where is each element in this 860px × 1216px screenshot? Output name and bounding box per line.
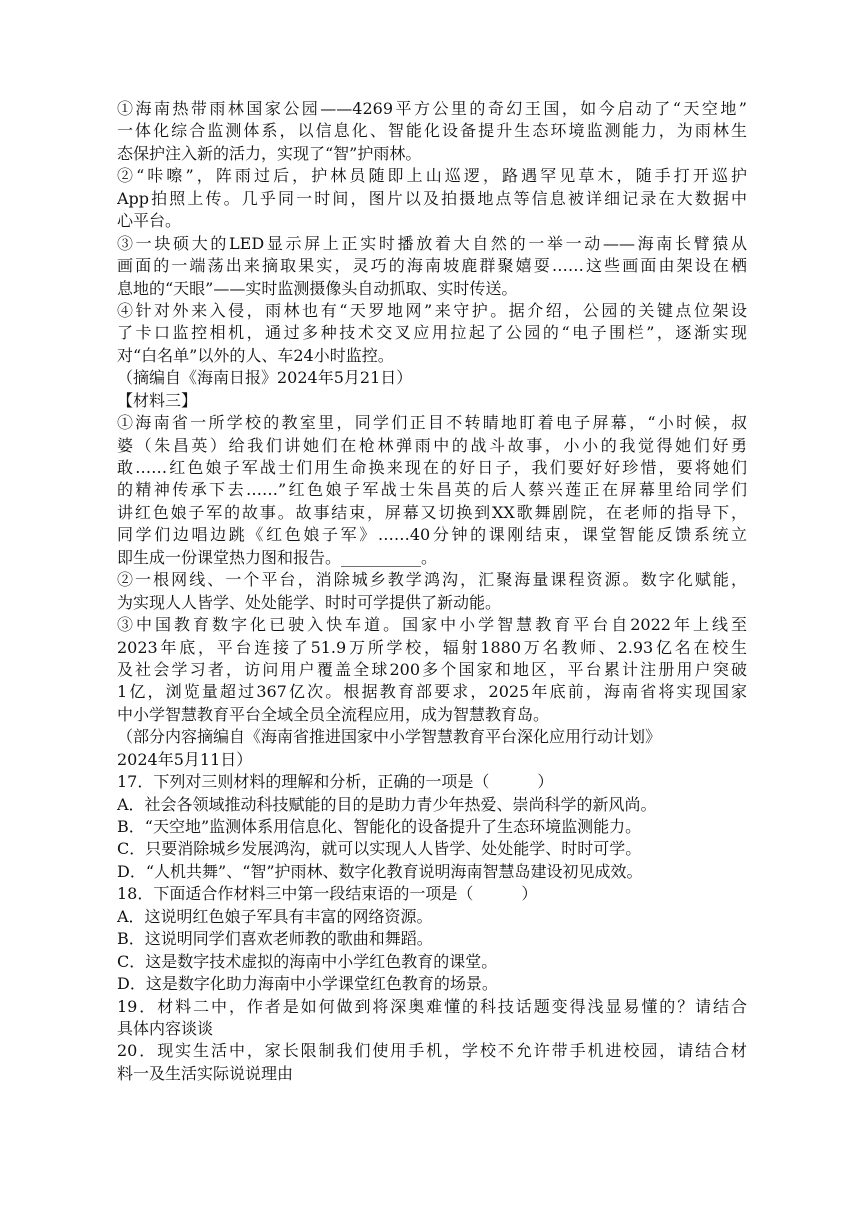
material3-p1-line: 敢……红色娘子军战士们用生命换来现在的好日子，我们要好好珍惜，要将她们 xyxy=(117,458,747,477)
question-20-line: 料一及生活实际说说理由 xyxy=(117,1063,294,1083)
question-17-stem: 17．下列对三则材料的理解和分析，正确的一项是（ ） xyxy=(117,772,554,792)
material2-p3-line: 画面的一端荡出来摘取果实，灵巧的海南坡鹿群聚嬉耍……这些画面由架设在栖 xyxy=(117,256,747,276)
question-17-option-d: D．“人机共舞”、“智”护雨林、数字化教育说明海南智慧岛建设初见成效。 xyxy=(117,861,643,881)
material3-p1-line: 婆（朱昌英）给我们讲她们在枪林弹雨中的战斗故事，小小的我觉得她们好勇 xyxy=(117,435,747,455)
material2-p1-line: 一体化综合监测体系，以信息化、智能化设备提升生态环境监测能力，为雨林生 xyxy=(117,121,747,141)
material2-p1-line: 态保护注入新的活力，实现了“智”护雨林。 xyxy=(117,143,422,163)
material2-p4-line: 对“白名单”以外的人、车24小时监控。 xyxy=(117,345,394,365)
material2-p1-line: ①海南热带雨林国家公园——4269平方公里的奇幻王国，如今启动了“天空地” xyxy=(117,99,747,118)
question-20-line: 20．现实生活中，家长限制我们使用手机，学校不允许带手机进校园，请结合材 xyxy=(117,1041,747,1061)
material3-p3-line: 中小学智慧教育平台全域全员全流程应用，成为智慧教育岛。 xyxy=(117,704,550,724)
material3-p1-line: 即生成一份课堂热力图和报告。__________。 xyxy=(117,547,438,567)
material3-p1-line: ①海南省一所学校的教室里，同学们正目不转睛地盯着电子屏幕，“小时候，叔 xyxy=(117,413,747,433)
question-19-line: 具体内容谈谈 xyxy=(117,1018,214,1038)
question-17-option-b: B．“天空地”监测体系用信息化、智能化的设备提升了生态环境监测能力。 xyxy=(117,817,642,836)
material2-p4-line: 了卡口监控相机，通过多种技术交叉应用拉起了公园的“电子围栏”，逐渐实现 xyxy=(117,323,747,343)
material3-p1-line: 同学们边唱边跳《红色娘子军》……40分钟的课刚结束，课堂智能反馈系统立 xyxy=(117,525,747,545)
material2-p2-line: App拍照上传。几乎同一时间，图片以及拍摄地点等信息被详细记录在大数据中 xyxy=(117,188,747,208)
question-17-option-a: A．社会各领域推动科技赋能的目的是助力青少年热爱、崇尚科学的新风尚。 xyxy=(117,794,657,814)
material3-p3-line: 1亿，浏览量超过367亿次。根据教育部要求，2025年底前，海南省将实现国家 xyxy=(117,682,747,702)
material2-source: （摘编自《海南日报》2024年5月21日） xyxy=(117,368,413,388)
material3-p3-line: 及社会学习者，访问用户覆盖全球200多个国家和地区，平台累计注册用户突破 xyxy=(117,659,747,679)
material3-p2-line: 为实现人人皆学、处处能学、时时可学提供了新动能。 xyxy=(117,592,502,612)
question-17-option-c: C．只要消除城乡发展鸿沟，就可以实现人人皆学、处处能学、时时可学。 xyxy=(117,839,642,859)
material3-p3-line: 2023年底，平台连接了51.9万所学校，辐射1880万名教师、2.93亿名在校生 xyxy=(117,637,747,657)
material2-p3-line: ③一块硕大的LED显示屏上正实时播放着大自然的一举一动——海南长臂猿从 xyxy=(117,233,747,253)
question-18-option-b: B．这说明同学们喜欢老师教的歌曲和舞蹈。 xyxy=(117,929,433,949)
material3-p2-line: ②一根网线、一个平台，消除城乡教学鸿沟，汇聚海量课程资源。数字化赋能， xyxy=(117,570,747,590)
material2-p2-line: ②“咔嚓”，阵雨过后，护林员随即上山巡逻，路遇罕见草木，随手打开巡护 xyxy=(117,166,747,186)
material3-p1-line: 讲红色娘子军的故事。故事结束，屏幕又切换到XX歌舞剧院，在老师的指导下， xyxy=(117,502,747,522)
material3-source: （部分内容摘编自《海南省推进国家中小学智慧教育平台深化应用行动计划》 xyxy=(117,727,662,747)
material3-heading: 【材料三】 xyxy=(117,390,198,410)
material2-p3-line: 息地的“天眼”——实时监测摄像头自动抓取、实时传送。 xyxy=(117,278,518,298)
material3-p1-line: 的精神传承下去……”红色娘子军战士朱昌英的后人蔡兴莲正在屏幕里给同学们 xyxy=(117,480,747,500)
material2-p2-line: 心平台。 xyxy=(117,211,182,231)
question-18-option-d: D．这是数字化助力海南中小学课堂红色教育的场景。 xyxy=(117,974,498,994)
document-body xyxy=(117,98,747,1085)
question-18-stem: 18．下面适合作材料三中第一段结束语的一项是（ ） xyxy=(117,884,538,904)
material2-p4-line: ④针对外来入侵，雨林也有“天罗地网”来守护。据介绍，公园的关键点位架设 xyxy=(117,300,747,320)
question-18-option-c: C．这是数字技术虚拟的海南中小学红色教育的课堂。 xyxy=(117,951,498,971)
question-19-line: 19．材料二中，作者是如何做到将深奥难懂的科技话题变得浅显易懂的？请结合 xyxy=(117,996,747,1016)
question-18-option-a: A．这说明红色娘子军具有丰富的网络资源。 xyxy=(117,906,433,926)
material3-source: 2024年5月11日） xyxy=(117,749,253,769)
material3-p3-line: ③中国教育数字化已驶入快车道。国家中小学智慧教育平台自2022年上线至 xyxy=(117,615,747,635)
